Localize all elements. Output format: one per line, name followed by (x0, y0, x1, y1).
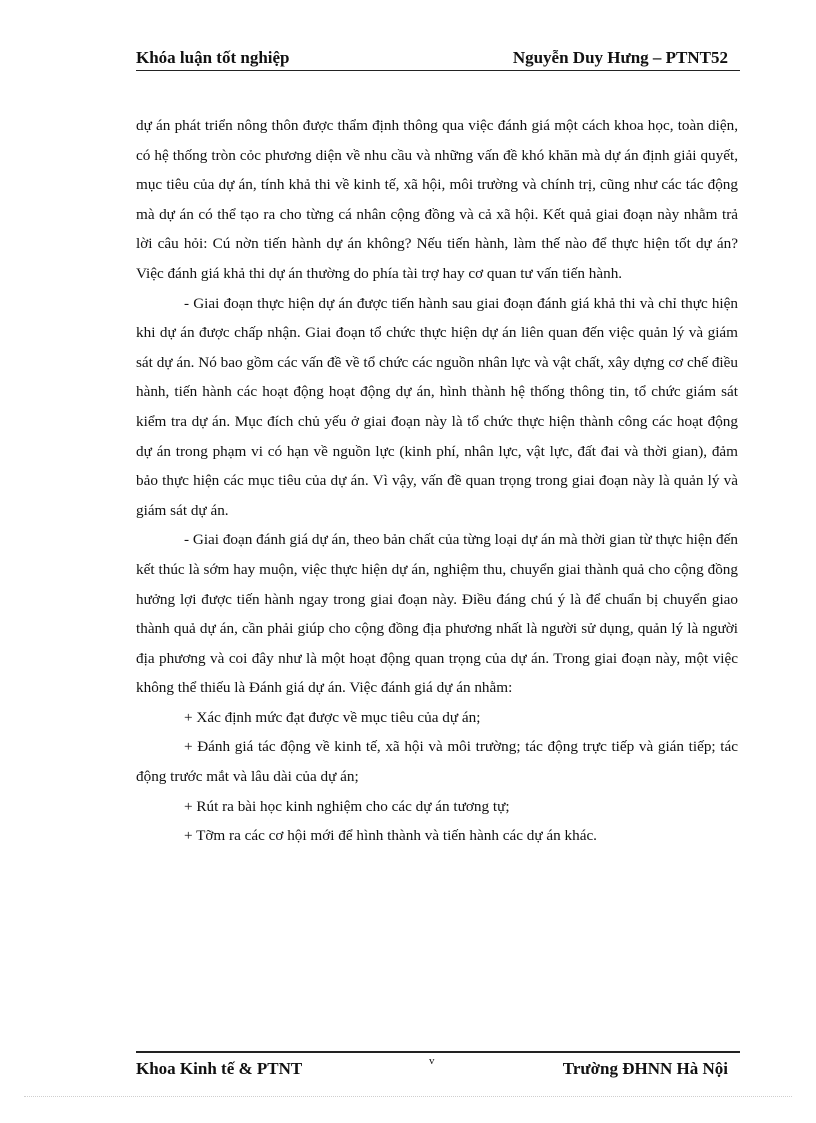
page-body (136, 111, 738, 851)
page-footer (136, 1051, 740, 1081)
page-number: v (429, 1055, 435, 1067)
paragraph-implementation-phase: - Giai đoạn thực hiện dự án được tiến hành sau giai đoạn đánh giá khả thi và chỉ thực hiện khi dự án được chấp nhận. Giai đoạn tổ chức thực hiện dự án liên quan đến việc quản lý và giám sát dự án. Nó bao gồm các vấn đề về tổ chức các nguồn nhân lực và vật chất, xây dựng cơ chế điều hành, tiến hành các hoạt động hoạt động dự án, hình thành hệ thống thông tin, tổ chức giám sát kiểm tra dự án. Mục đích chủ yếu ở giai đoạn này là tổ chức thực hiện thành công các hoạt động dự án trong phạm vi có hạn về nguồn lực (kinh phí, nhân lực, vật lực, đất đai và thời gian), đảm bảo thực hiện các mục tiêu của dự án. Vì vậy, vấn đề quan trọng trong giai đoạn này là quản lý và giám sát dự án. (136, 294, 738, 519)
list-item-lessons: + Rút ra bài học kinh nghiệm cho các dự án tương tự; (184, 797, 510, 815)
page-edge-divider (24, 1096, 792, 1097)
header-author: Nguyễn Duy Hưng – PTNT52 (512, 48, 728, 67)
list-item-objectives: + Xác định mức đạt được về mục tiêu của dự án; (184, 708, 481, 726)
header-left-title: Khóa luận tốt nghiệp (136, 48, 290, 67)
list-item-opportunities: + Tỡm ra các cơ hội mới để hình thành và tiến hành các dự án khác. (184, 827, 597, 845)
paragraph-evaluation-phase: - Giai đoạn đánh giá dự án, theo bản chất của từng loại dự án mà thời gian từ thực hiện đến kết thúc là sớm hay muộn, việc thực hiện dự án, nghiệm thu, chuyển giai thành quả cho cộng đồng hưởng lợi được tiến hành ngay trong giai đoạn này. Điều đáng chú ý là để chuẩn bị chuyển giao thành quả dự án, cần phải giúp cho cộng đồng địa phương nhất là người sử dụng, quản lý là người địa phương và coi đây như là một hoạt động quan trọng của dự án. Trong giai đoạn này, một việc không thể thiếu là Đánh giá dự án. Việc đánh giá dự án nhằm: (136, 531, 738, 697)
page-header (136, 48, 740, 71)
footer-faculty: Khoa Kinh tế & PTNT (136, 1059, 303, 1078)
footer-university: Trường ĐHNN Hà Nội (562, 1059, 728, 1078)
paragraph-continuation: dự án phát triển nông thôn được thẩm định thông qua việc đánh giá một cách khoa học, toàn diện, có hệ thống tròn cỏc phương diện về nhu cầu và những vấn đề khó khăn mà dự án định giải quyết, mục tiêu của dự án, tính khả thi về kinh tế, xã hội, môi trường và chính trị, cũng như các tác động mà dự án có thể tạo ra cho từng cá nhân cộng đồng và cả xã hội. Kết quả giai đoạn này nhằm trả lời câu hỏi: Cú nờn tiến hành dự án không? Nếu tiến hành, làm thế nào để thực hiện tốt dự án? Việc đánh giá khả thi dự án thường do phía tài trợ hay cơ quan tư vấn tiến hành. (136, 117, 738, 282)
list-item-impacts: + Đánh giá tác động về kinh tế, xã hội và môi trường; tác động trực tiếp và gián tiếp; tác động trước mắt và lâu dài của dự án; (136, 738, 738, 786)
